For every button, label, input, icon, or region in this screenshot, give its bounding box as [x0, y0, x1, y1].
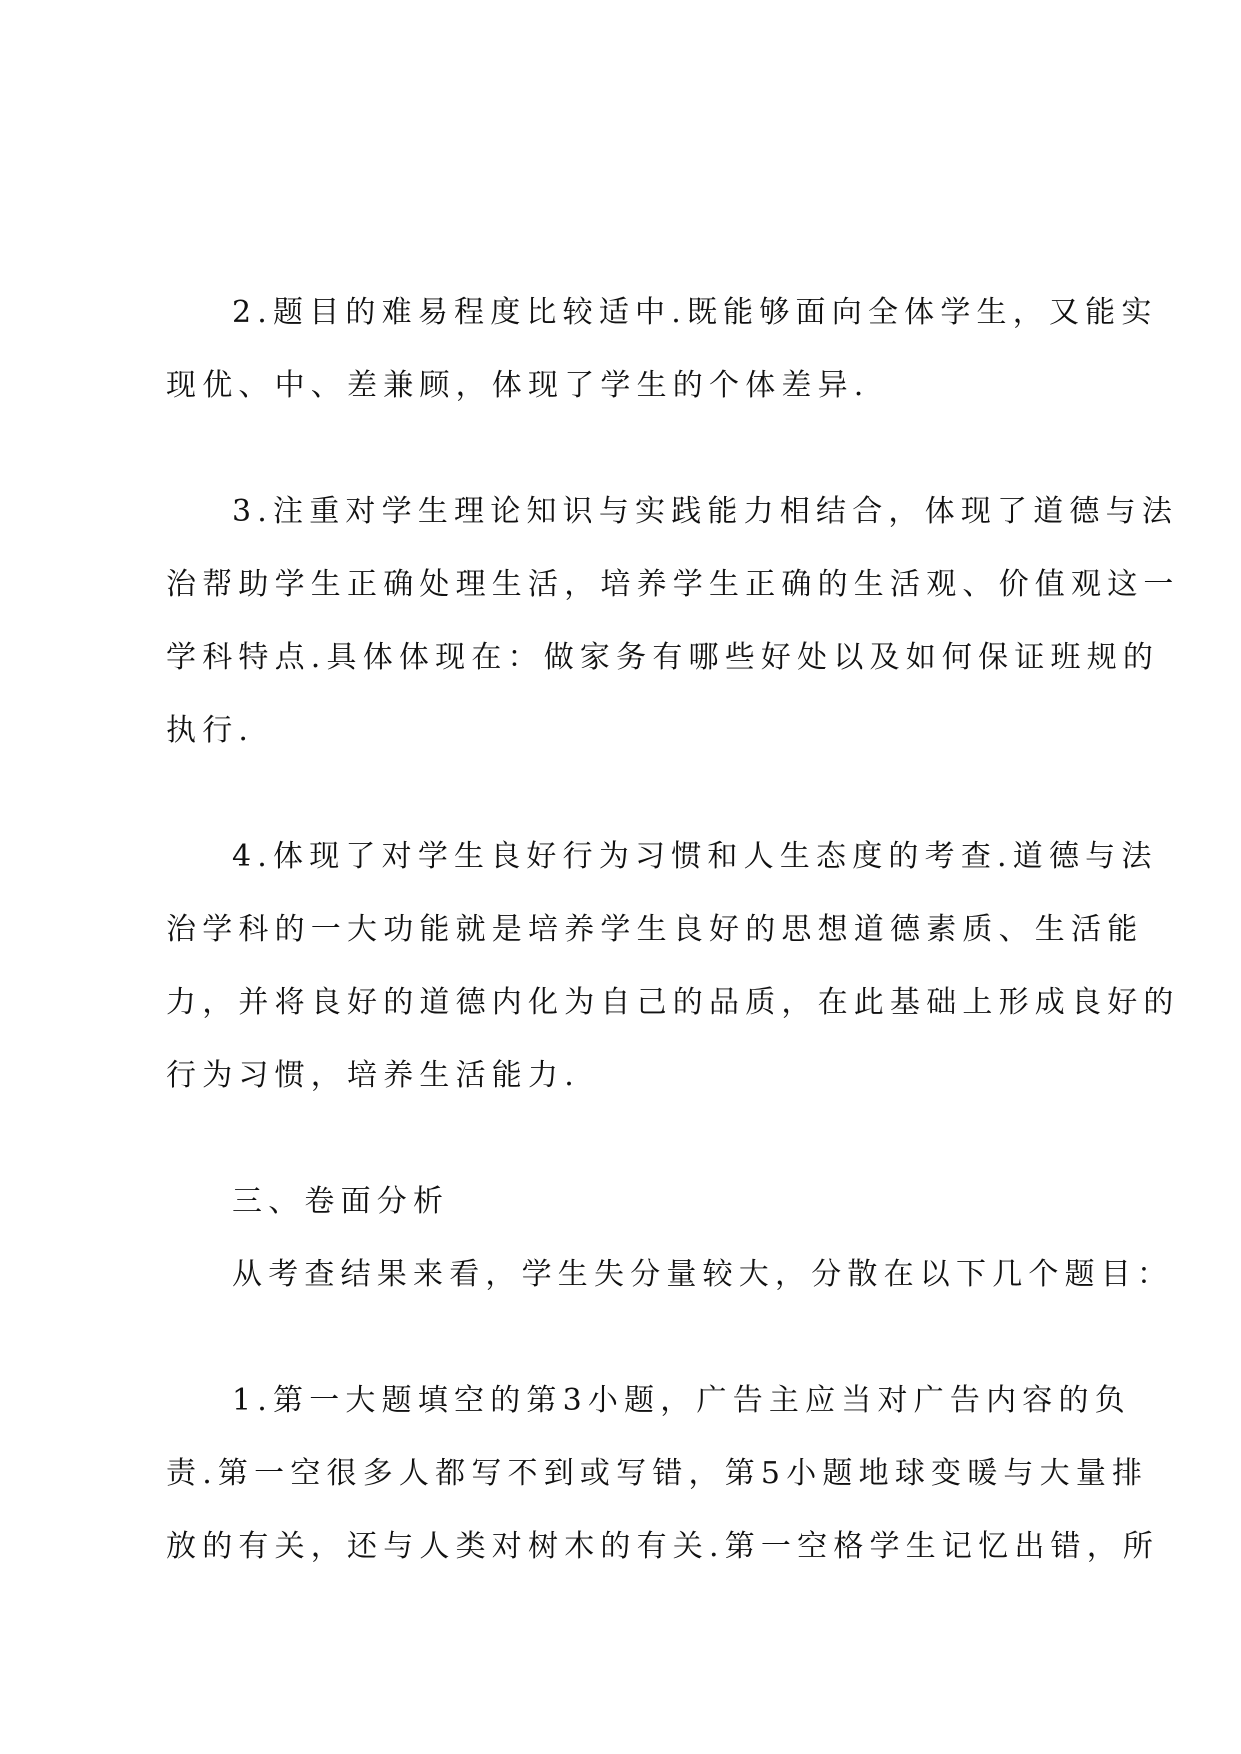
paragraph-4-line-3: 力，并将良好的道德内化为自己的品质，在此基础上形成良好的	[166, 985, 1180, 1020]
section-intro: 从考查结果来看，学生失分量较大，分散在以下几个题目：	[232, 1257, 1174, 1292]
paragraph-2-line-2: 现优、中、差兼顾，体现了学生的个体差异.	[166, 368, 870, 403]
paragraph-4-line-4: 行为习惯，培养生活能力.	[166, 1058, 580, 1093]
paragraph-2-line-1: 2.题目的难易程度比较适中.既能够面向全体学生，又能实	[232, 295, 1158, 330]
question-1-line-2: 责.第一空很多人都写不到或写错，第5小题地球变暖与大量排	[166, 1456, 1149, 1491]
paragraph-3-line-1: 3.注重对学生理论知识与实践能力相结合，体现了道德与法	[232, 494, 1179, 529]
paragraph-4-line-2: 治学科的一大功能就是培养学生良好的思想道德素质、生活能	[166, 912, 1144, 947]
question-1-line-3: 放的有关，还与人类对树木的有关.第一空格学生记忆出错，所	[166, 1529, 1160, 1564]
paragraph-4-line-1: 4.体现了对学生良好行为习惯和人生态度的考查.道德与法	[232, 839, 1158, 874]
question-1-line-1: 1.第一大题填空的第3小题，广告主应当对广告内容的负	[232, 1383, 1131, 1418]
paragraph-3-line-3: 学科特点.具体体现在：做家务有哪些好处以及如何保证班规的	[166, 640, 1160, 675]
paragraph-3-line-2: 治帮助学生正确处理生活，培养学生正确的生活观、价值观这一	[166, 567, 1180, 602]
section-heading: 三、卷面分析	[232, 1184, 450, 1219]
paragraph-3-line-4: 执行.	[166, 713, 255, 748]
